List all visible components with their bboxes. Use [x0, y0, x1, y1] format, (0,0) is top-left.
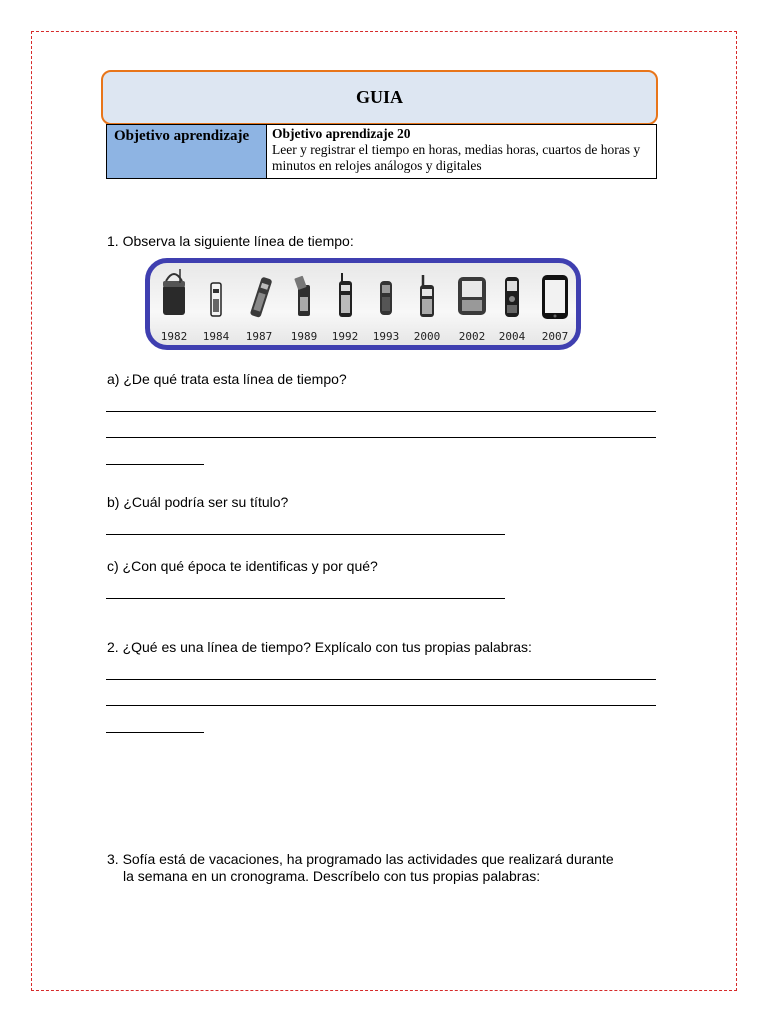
phone-2007-icon: [542, 275, 568, 319]
question-b: b) ¿Cuál podría ser su título?: [107, 494, 289, 510]
phone-timeline-image: [145, 258, 581, 350]
phone-2004-icon: [505, 277, 519, 317]
page-title-text: GUIA: [355, 87, 403, 107]
answer-line[interactable]: [106, 437, 656, 438]
question-2: 2. ¿Qué es una línea de tiempo? Explícalo con tus propias palabras:: [107, 639, 532, 655]
year-label: 1984: [202, 330, 230, 343]
objective-content: [267, 125, 656, 178]
question-3: [107, 851, 667, 885]
page-title: [101, 70, 658, 125]
year-label: 1989: [290, 330, 318, 343]
phone-1987-icon: [250, 277, 273, 318]
answer-line[interactable]: [106, 705, 656, 706]
answer-line[interactable]: [106, 411, 656, 412]
year-label: 1987: [245, 330, 273, 343]
year-label: 1993: [372, 330, 400, 343]
phone-2002-icon: [458, 277, 486, 315]
objective-label: Objetivo aprendizaje: [107, 125, 267, 178]
year-label: 2000: [413, 330, 441, 343]
phone-1982-icon: [163, 269, 185, 315]
year-label: 2007: [541, 330, 569, 343]
answer-line[interactable]: [106, 679, 656, 680]
year-label: 1992: [331, 330, 359, 343]
phone-1992-icon: [339, 273, 352, 317]
year-label: 2004: [498, 330, 526, 343]
objective-table: [106, 124, 657, 179]
answer-line[interactable]: [106, 598, 505, 599]
answer-line[interactable]: [106, 464, 204, 465]
objective-title: Objetivo aprendizaje 20: [272, 126, 411, 141]
year-label: 2002: [458, 330, 486, 343]
question-3-line-2: la semana en un cronograma. Descríbelo con tus propias palabras:: [123, 868, 541, 884]
phone-1989-icon: [294, 276, 310, 316]
phone-1984-icon: [211, 283, 221, 316]
phone-1993-icon: [380, 281, 392, 315]
question-3-line-1: 3. Sofía está de vacaciones, ha programado las actividades que realizará durante: [107, 851, 614, 867]
question-c: c) ¿Con qué época te identificas y por qué?: [107, 558, 378, 574]
phone-2000-icon: [420, 275, 434, 317]
question-a: a) ¿De qué trata esta línea de tiempo?: [107, 371, 347, 387]
objective-description: Leer y registrar el tiempo en horas, medias horas, cuartos de horas y minutos en relojes análogos y digitales: [272, 142, 641, 173]
phone-timeline-graphic: [150, 263, 576, 345]
year-label: 1982: [160, 330, 188, 343]
question-1: 1. Observa la siguiente línea de tiempo:: [107, 233, 354, 249]
answer-line[interactable]: [106, 534, 505, 535]
answer-line[interactable]: [106, 732, 204, 733]
